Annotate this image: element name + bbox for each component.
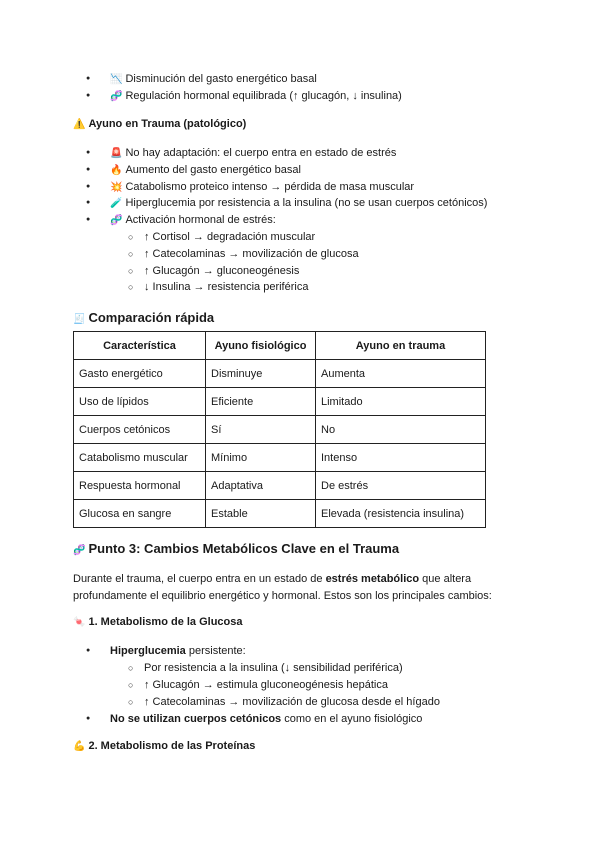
table-cell: Elevada (resistencia insulina) — [316, 500, 486, 528]
table-cell: Adaptativa — [206, 472, 316, 500]
table-row — [74, 444, 486, 472]
chart-decreasing-icon: 📉 — [110, 74, 123, 85]
table-cell: Limitado — [316, 388, 486, 416]
list-item: ● 🔥 Aumento del gasto energético basal — [90, 162, 487, 179]
list-item: ● Hiperglucemia persistente: — [90, 643, 246, 660]
table-cell: Disminuye — [206, 360, 316, 388]
table-row — [74, 416, 486, 444]
dna-icon: 🧬 — [110, 215, 123, 227]
siren-icon: 🚨 — [110, 148, 123, 159]
warning-icon: ⚠️ — [73, 119, 86, 130]
table-cell: Mínimo — [206, 444, 316, 472]
column-header: Ayuno en trauma — [316, 332, 486, 360]
collision-icon: 💥 — [110, 181, 123, 193]
fire-icon: 🔥 — [110, 164, 123, 176]
table-cell: Glucosa en sangre — [74, 500, 206, 528]
column-header: Ayuno fisiológico — [206, 332, 316, 360]
table-cell: De estrés — [316, 472, 486, 500]
table-cell: Uso de lípidos — [74, 388, 206, 416]
table-header-row — [74, 332, 486, 360]
comparison-table — [73, 331, 486, 528]
point3-intro-paragraph: Durante el trauma, el cuerpo entra en un estado de estrés metabólico que altera profundamente el equilibrio energético y hormonal. Estos son los principales cambios: — [73, 573, 492, 602]
trauma-fasting-heading: ⚠️ Ayuno en Trauma (patológico) — [73, 118, 247, 130]
list-item: ○ ↑ Glucagón → estimula gluconeogénesis hepática — [128, 677, 440, 694]
table-cell: Eficiente — [206, 388, 316, 416]
dna-icon: 🧬 — [110, 90, 123, 102]
stress-hormones-sublist — [128, 229, 359, 296]
list-item: ● 📉 Disminución del gasto energético basal — [90, 71, 402, 88]
flexed-biceps-icon: 💪 — [73, 741, 86, 752]
list-item: ○ ↑ Catecolaminas → movilización de glucosa — [128, 246, 359, 263]
table-cell: Sí — [206, 416, 316, 444]
physiological-fasting-list — [90, 71, 402, 105]
list-item: ○ ↑ Cortisol → degradación muscular — [128, 229, 359, 246]
hyperglycemia-sublist — [128, 660, 440, 710]
table-cell: No — [316, 416, 486, 444]
list-item: ○ ↓ Insulina → resistencia periférica — [128, 279, 359, 296]
list-item: ○ ↑ Catecolaminas → movilización de glucosa desde el hígado — [128, 694, 440, 711]
table-row — [74, 388, 486, 416]
table-cell: Estable — [206, 500, 316, 528]
table-cell: Intenso — [316, 444, 486, 472]
comparison-heading: 🧾 Comparación rápida — [73, 310, 215, 325]
trauma-fasting-list — [90, 145, 487, 229]
list-item: ● 🧬 Regulación hormonal equilibrada (↑ glucagón, ↓ insulina) — [90, 88, 402, 105]
table-row — [74, 360, 486, 388]
test-tube-icon: 🧪 — [110, 198, 123, 210]
table-cell: Aumenta — [316, 360, 486, 388]
list-item: ○ ↑ Glucagón → gluconeogénesis — [128, 263, 359, 280]
receipt-icon: 🧾 — [73, 314, 86, 325]
candy-icon: 🍬 — [73, 617, 86, 628]
table-cell: Respuesta hormonal — [74, 472, 206, 500]
glucose-heading: 🍬 1. Metabolismo de la Glucosa — [73, 616, 243, 628]
column-header: Característica — [74, 332, 206, 360]
ketone-list — [90, 711, 422, 728]
list-item: ● No se utilizan cuerpos cetónicos como en el ayuno fisiológico — [90, 711, 422, 728]
point3-heading: 🧬 Punto 3: Cambios Metabólicos Clave en el Trauma — [73, 541, 400, 556]
table-cell: Gasto energético — [74, 360, 206, 388]
list-item: ● 🧬 Activación hormonal de estrés: — [90, 212, 487, 229]
list-item: ○ Por resistencia a la insulina (↓ sensibilidad periférica) — [128, 660, 440, 677]
table-row — [74, 472, 486, 500]
proteins-heading: 💪 2. Metabolismo de las Proteínas — [73, 740, 256, 752]
table-cell: Catabolismo muscular — [74, 444, 206, 472]
list-item: ● 💥 Catabolismo proteico intenso → pérdida de masa muscular — [90, 179, 487, 196]
list-item: ● 🧪 Hiperglucemia por resistencia a la insulina (no se usan cuerpos cetónicos) — [90, 195, 487, 212]
table-cell: Cuerpos cetónicos — [74, 416, 206, 444]
glucose-list — [90, 643, 246, 660]
list-item: ● 🚨 No hay adaptación: el cuerpo entra en estado de estrés — [90, 145, 487, 162]
table-row — [74, 500, 486, 528]
dna-icon: 🧬 — [73, 545, 86, 556]
